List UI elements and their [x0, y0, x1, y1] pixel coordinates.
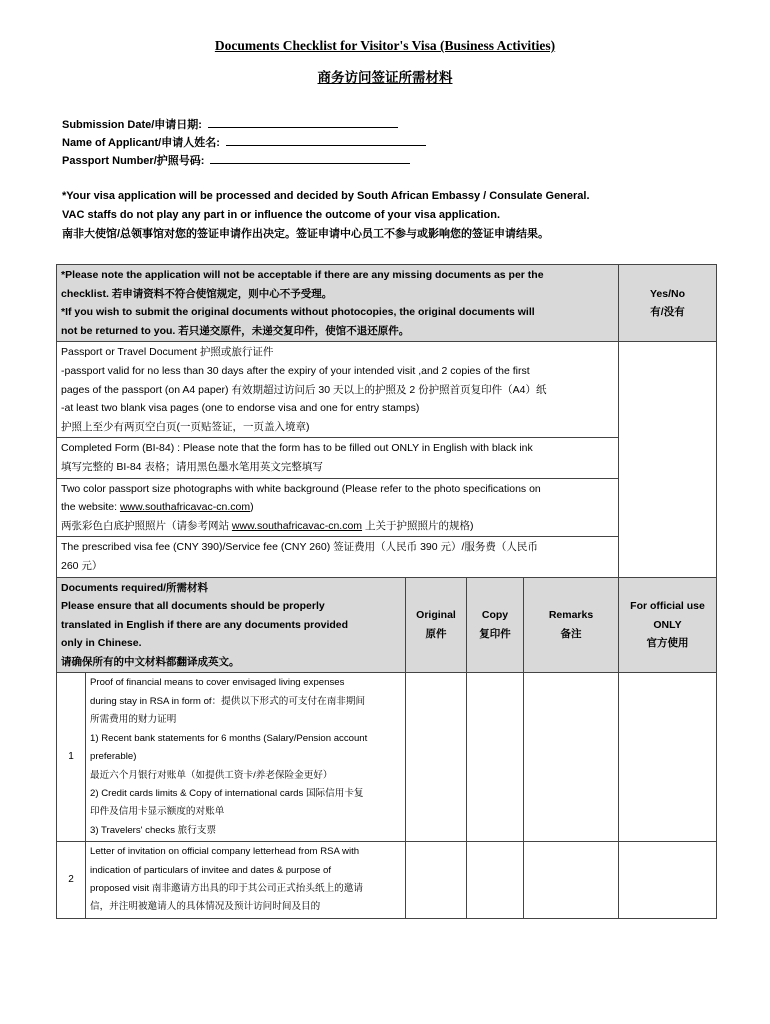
form-line-1: Completed Form (BI-84) : Please note that the form has to be filled out ONLY in English with black ink [61, 442, 533, 455]
row-1-line-6: 最近六个月银行对账单（如提供工资卡/养老保险金更好） [90, 769, 333, 781]
original-label: Original [416, 609, 456, 622]
row-number: 1 [57, 673, 86, 842]
applicant-name-label: Name of Applicant/申请人姓名: [62, 137, 220, 149]
docs-header-line-1: Documents required/所需材料 [61, 581, 209, 594]
copy-check-cell[interactable] [467, 673, 524, 842]
submission-date-field[interactable] [62, 116, 398, 132]
document-title-cn: 商务访问签证所需材料 [317, 70, 453, 85]
official-label-2: ONLY [653, 618, 682, 631]
copy-label: Copy [481, 609, 509, 622]
copy-header [467, 577, 524, 673]
copy-check-cell[interactable] [467, 842, 524, 919]
photo-cell [57, 478, 619, 537]
original-label-cn: 原件 [425, 627, 447, 640]
passport-line-1: Passport or Travel Document 护照或旅行证件 [61, 346, 274, 359]
processing-notice [62, 187, 722, 244]
row-1-line-9: 3) Travelers' checks 旅行支票 [90, 824, 217, 836]
row-description [86, 673, 406, 842]
submission-date-label: Submission Date/申请日期: [62, 119, 202, 131]
passport-number-line[interactable] [210, 153, 410, 164]
passport-number-label: Passport Number/护照号码: [62, 155, 205, 167]
yes-no-header [619, 265, 717, 342]
row-2-line-1: Letter of invitation on official company letterhead from RSA with [90, 846, 360, 858]
warning-line-1: *Please note the application will not be acceptable if there are any missing documents as per the [61, 269, 544, 281]
form-cell [57, 438, 619, 478]
fee-line-1: The prescribed visa fee (CNY 390)/Service fee (CNY 260) 签证费用（人民币 390 元）/服务费（人民币 [61, 541, 538, 554]
passport-cell [57, 342, 619, 438]
row-description [86, 842, 406, 919]
row-1-line-3: 所需费用的财力证明 [90, 714, 177, 726]
table-row [57, 673, 717, 842]
original-header [406, 577, 467, 673]
remarks-label-cn: 备注 [560, 627, 582, 640]
row-1-line-2: during stay in RSA in form of：提供以下形式的可支付在南非期间 [90, 695, 366, 707]
passport-line-4: -at least two blank visa pages (one to endorse visa and one for entry stamps) [61, 402, 420, 415]
passport-line-3: pages of the passport (on A4 paper) 有效期超过访问后 30 天以上的护照及 2 份护照首页复印件（A4）纸 [61, 383, 547, 396]
passport-line-2: -passport valid for no less than 30 days after the expiry of your intended visit ,and 2 copies of the first [61, 364, 530, 377]
remarks-cell[interactable] [524, 673, 619, 842]
applicant-name-field[interactable] [62, 134, 426, 150]
original-check-cell[interactable] [406, 673, 467, 842]
docs-header-line-3: translated in English if there are any documents provided [61, 618, 349, 631]
original-check-cell[interactable] [406, 842, 467, 919]
row-number: 2 [57, 842, 86, 919]
row-1-line-7: 2) Credit cards limits & Copy of international cards 国际信用卡复 [90, 787, 364, 799]
row-1-line-8: 印件及信用卡显示额度的对账单 [90, 806, 225, 818]
passport-number-field[interactable] [62, 152, 410, 168]
row-2-line-3: proposed visit 南非邀请方出具的印于其公司正式抬头纸上的邀请 [90, 882, 363, 894]
warning-row [57, 265, 717, 342]
form-line-2: 填写完整的 BI-84 表格；请用黑色墨水笔用英文完整填写 [61, 460, 323, 473]
photo-line-2-suffix: ) [250, 501, 254, 514]
fee-row [57, 537, 717, 577]
official-label-cn: 官方使用 [646, 637, 689, 650]
photo-line-2-prefix: the website: [61, 501, 120, 514]
notice-line-1: *Your visa application will be processed and decided by South African Embassy / Consulate General. [62, 190, 590, 202]
official-use-cell[interactable] [619, 673, 717, 842]
photo-row [57, 478, 717, 537]
passport-line-5: 护照上至少有两页空白页(一页贴签证，一页盖入境章) [61, 420, 310, 433]
remarks-header [524, 577, 619, 673]
website-link[interactable]: www.southafricavac-cn.com [119, 501, 251, 514]
docs-required-header [57, 577, 406, 673]
official-use-header [619, 577, 717, 673]
copy-label-cn: 复印件 [479, 627, 511, 640]
photo-line-1: Two color passport size photographs with white background (Please refer to the photo specifications on [61, 482, 541, 495]
fee-cell [57, 537, 619, 577]
notice-line-2: VAC staffs do not play any part in or influence the outcome of your visa application. [62, 209, 501, 221]
official-label-1: For official use [630, 600, 705, 613]
website-link-cn[interactable]: www.southafricavac-cn.com [231, 519, 363, 532]
photo-line-3 [61, 517, 614, 536]
official-use-cell[interactable] [619, 842, 717, 919]
table-row [57, 842, 717, 919]
form-row [57, 438, 717, 478]
warning-cell [57, 265, 619, 342]
submission-date-line[interactable] [208, 117, 398, 128]
yes-no-label-cn: 有/没有 [650, 306, 685, 319]
docs-header-row [57, 577, 717, 673]
photo-line-3-suffix: 上关于护照照片的规格) [362, 519, 474, 532]
fee-line-2: 260 元） [61, 559, 103, 572]
row-2-line-2: indication of particulars of invitee and dates & purpose of [90, 864, 332, 876]
yes-no-label: Yes/No [649, 287, 686, 300]
row-1-line-1: Proof of financial means to cover envisaged living expenses [90, 677, 345, 689]
warning-line-4: not be returned to you. 若只递交原件，未递交复印件，使馆不退还原件。 [61, 324, 410, 337]
notice-line-3: 南非大使馆/总领事馆对您的签证申请作出决定。签证申请中心员工不参与或影响您的签证申请结果。 [62, 228, 550, 240]
passport-row [57, 342, 717, 438]
warning-line-3: *If you wish to submit the original documents without photocopies, the original documents will [61, 306, 535, 319]
remarks-label: Remarks [548, 609, 594, 622]
document-title-en: Documents Checklist for Visitor's Visa (Business Activities) [214, 38, 556, 53]
docs-header-line-2: Please ensure that all documents should be properly [61, 600, 325, 613]
docs-header-line-5: 请确保所有的中文材料都翻译成英文。 [61, 655, 240, 668]
remarks-cell[interactable] [524, 842, 619, 919]
checklist-table [56, 264, 717, 919]
photo-line-3-prefix: 两张彩色白底护照照片（请参考网站 [61, 519, 232, 532]
warning-line-2: checklist. 若申请资料不符合使馆规定，则中心不予受理。 [61, 287, 333, 300]
photo-line-2 [61, 498, 614, 517]
yes-no-answer-cell[interactable] [619, 342, 717, 577]
applicant-name-line[interactable] [226, 135, 426, 146]
docs-header-line-4: only in Chinese. [61, 637, 142, 650]
row-1-line-4: 1) Recent bank statements for 6 months (Salary/Pension account [90, 732, 368, 744]
row-2-line-4: 信，并注明被邀请人的具体情况及预计访问时间及目的 [90, 901, 321, 913]
row-1-line-5: preferable) [90, 751, 137, 763]
